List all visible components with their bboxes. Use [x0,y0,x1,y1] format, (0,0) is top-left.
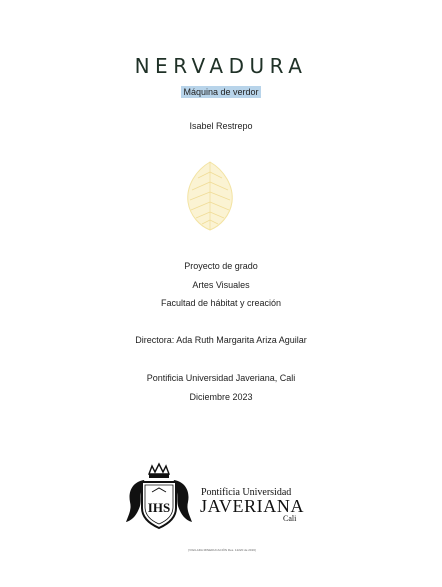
subtitle-row [0,82,442,100]
university-name-line3: Cali [283,514,297,523]
program-line: Proyecto de grado [184,261,258,271]
footer-note: [VIGILADA MINEDUCACIÓN Res. 12220 de 2016] [188,548,256,552]
title: NERVADURA [134,54,308,78]
leaf-illustration [182,158,238,232]
university-name-line1: Pontificia Universidad [201,487,292,498]
program-line: Artes Visuales [192,280,250,290]
university-name-line2: JAVERIANA [200,496,305,516]
director-line: Directora: Ada Ruth Margarita Ariza Aguilar [135,335,307,345]
institution-line: Pontificia Universidad Javeriana, Cali [146,373,296,383]
university-seal-logo [124,462,194,532]
program-line: Facultad de hábitat y creación [160,298,282,308]
subtitle: Máquina de verdor [183,87,259,97]
author: Isabel Restrepo [189,121,253,131]
seal-text: IHS [147,500,171,515]
date-line: Diciembre 2023 [189,392,253,402]
